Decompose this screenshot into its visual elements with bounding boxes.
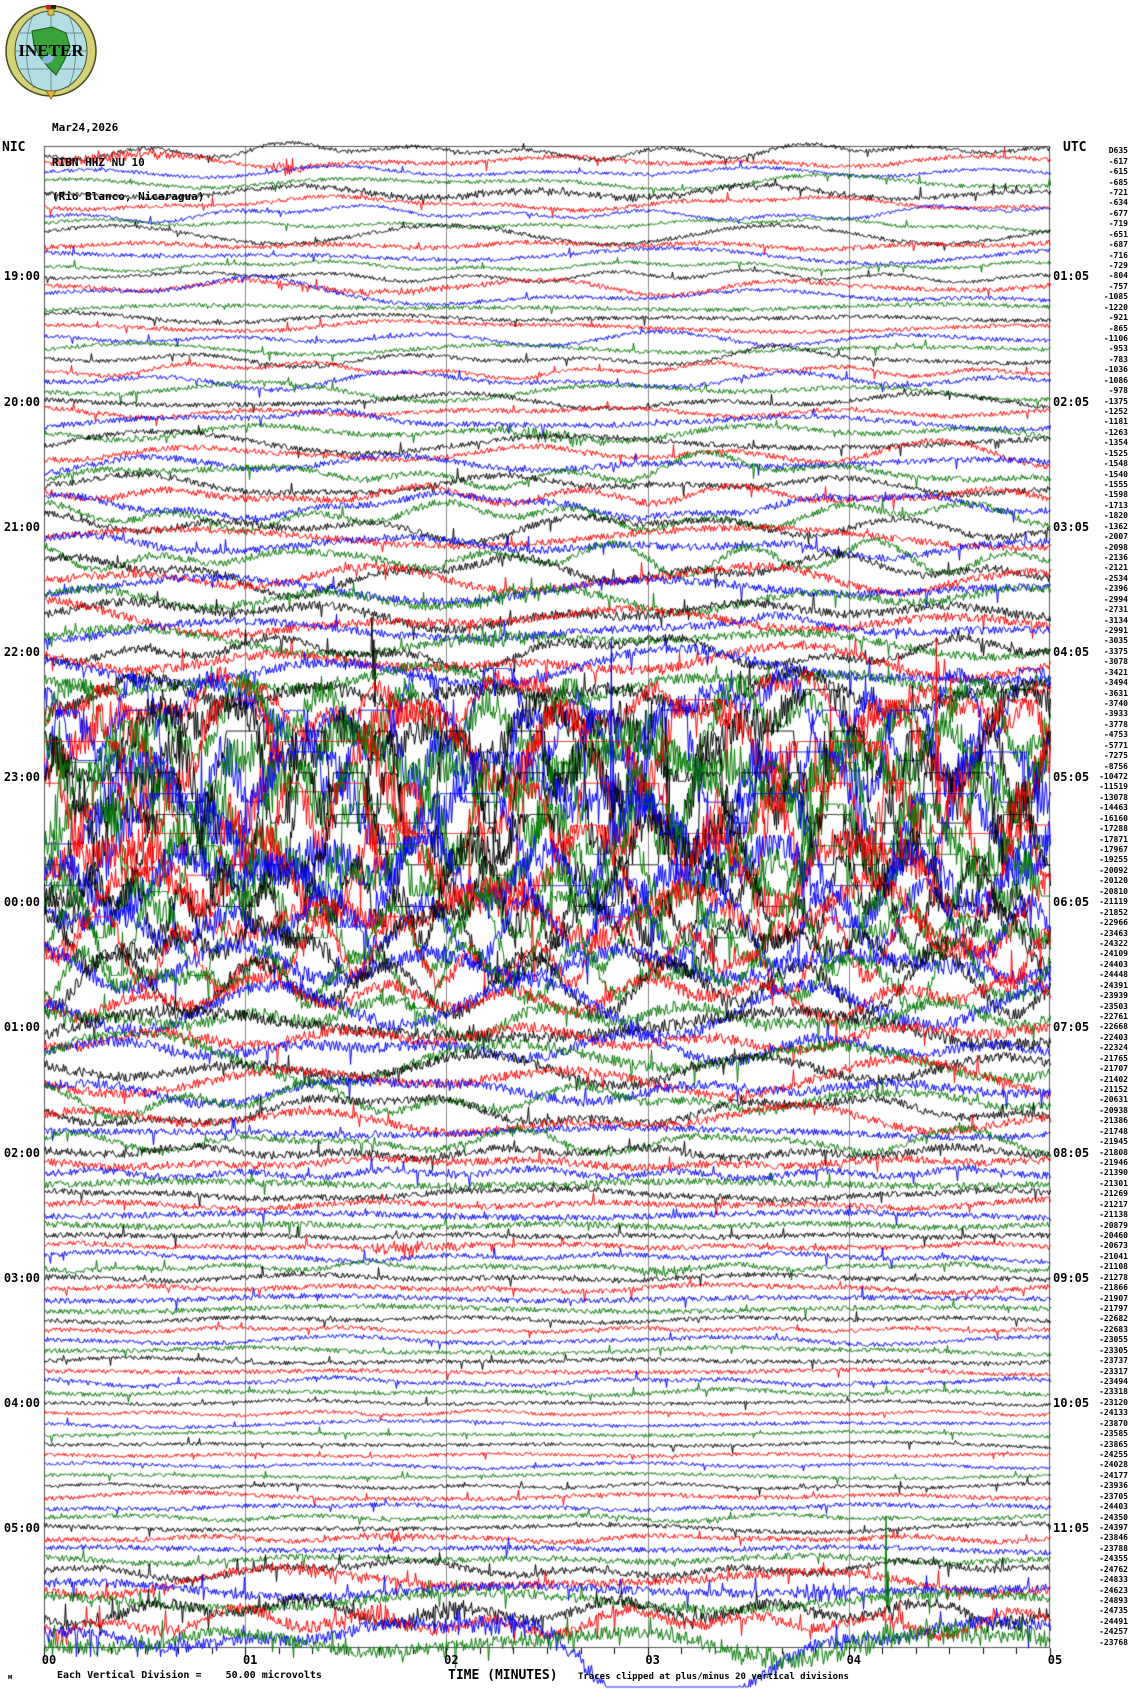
dc-offset-value: -23870	[1099, 1418, 1128, 1428]
header-block	[52, 99, 204, 226]
dc-offset-value: -24350	[1099, 1512, 1128, 1522]
dc-offset-value: -615	[1108, 167, 1128, 177]
dc-offset-value: -24391	[1099, 980, 1128, 990]
dc-offset-value: -24109	[1099, 949, 1128, 959]
dc-offset-value: -1525	[1103, 448, 1128, 458]
dc-offset-value: -23305	[1099, 1345, 1128, 1355]
dc-offset-value: -2007	[1103, 532, 1128, 542]
dc-offset-value: -24397	[1099, 1523, 1128, 1533]
dc-offset-value: -3740	[1103, 699, 1128, 709]
dc-offset-value: -20938	[1099, 1105, 1128, 1115]
dc-offset-value: -651	[1108, 229, 1128, 239]
dc-offset-value: -2991	[1103, 626, 1128, 636]
dc-offset-value: -3134	[1103, 615, 1128, 625]
dc-offset-value: -23788	[1099, 1543, 1128, 1553]
dc-offset-value: -3494	[1103, 678, 1128, 688]
dc-offset-value: -21041	[1099, 1251, 1128, 1261]
dc-offset-value: -23463	[1099, 928, 1128, 938]
dc-offset-value: -23939	[1099, 991, 1128, 1001]
dc-offset-value: D635	[1108, 146, 1128, 156]
dc-offset-value: -1375	[1103, 396, 1128, 406]
dc-offset-value: -1555	[1103, 479, 1128, 489]
dc-offset-value: -23705	[1099, 1491, 1128, 1501]
x-tick-label: 02	[444, 1653, 459, 1667]
dc-offset-value: -719	[1108, 219, 1128, 229]
dc-offset-value: -17288	[1099, 824, 1128, 834]
dc-offset-value: -2731	[1103, 605, 1128, 615]
dc-offset-value: -22668	[1099, 1022, 1128, 1032]
right-time-label: 01:05	[1053, 269, 1090, 284]
x-tick-label: 03	[645, 1653, 660, 1667]
right-time-label: 10:05	[1053, 1395, 1090, 1410]
left-time-label: 05:00	[3, 1521, 40, 1536]
dc-offset-value: -3421	[1103, 667, 1128, 677]
left-time-label: 23:00	[3, 770, 40, 785]
dc-offset-value: -921	[1108, 313, 1128, 323]
dc-offset-value: -20673	[1099, 1241, 1128, 1251]
dc-offset-value: -21765	[1099, 1053, 1128, 1063]
left-time-label: 22:00	[3, 644, 40, 659]
dc-offset-value: -20879	[1099, 1220, 1128, 1230]
right-axis-header: UTC	[1063, 140, 1087, 155]
dc-offset-value: -721	[1108, 187, 1128, 197]
dc-offset-value: -22761	[1099, 1011, 1128, 1021]
dc-offset-value: -21108	[1099, 1262, 1128, 1272]
dc-offset-value: -22403	[1099, 1032, 1128, 1042]
left-time-label: 21:00	[3, 519, 40, 534]
dc-offset-value: -2396	[1103, 584, 1128, 594]
dc-offset-value: -24257	[1099, 1627, 1128, 1637]
dc-offset-value: -978	[1108, 386, 1128, 396]
dc-offset-value: -24623	[1099, 1585, 1128, 1595]
dc-offset-value: -24491	[1099, 1616, 1128, 1626]
dc-offset-value: -757	[1108, 281, 1128, 291]
dc-offset-value: -1263	[1103, 427, 1128, 437]
dc-offset-value: -22324	[1099, 1043, 1128, 1053]
dc-offset-value: -21269	[1099, 1189, 1128, 1199]
dc-offset-value: -729	[1108, 260, 1128, 270]
x-tick-label: 04	[846, 1653, 862, 1667]
left-time-label: 01:00	[3, 1020, 40, 1035]
dc-offset-value: -23055	[1099, 1335, 1128, 1345]
dc-offset-value: -1085	[1103, 292, 1128, 302]
dc-offset-value: -17967	[1099, 845, 1128, 855]
dc-offset-value: -21907	[1099, 1293, 1128, 1303]
dc-offset-value: -17871	[1099, 834, 1128, 844]
dc-offset-value: -23503	[1099, 1001, 1128, 1011]
dc-offset-value: -21402	[1099, 1074, 1128, 1084]
dc-offset-value: -685	[1108, 177, 1128, 187]
header-date: Mar24,2026	[52, 121, 119, 134]
dc-offset-value: -3778	[1103, 719, 1128, 729]
right-time-label: 06:05	[1053, 895, 1090, 910]
dc-offset-value: -21301	[1099, 1178, 1128, 1188]
dc-offset-value: -24028	[1099, 1460, 1128, 1470]
dc-offset-value: -21946	[1099, 1157, 1128, 1167]
left-time-label: 04:00	[3, 1395, 40, 1410]
dc-offset-value: -20120	[1099, 876, 1128, 886]
dc-offset-value: -24403	[1099, 1502, 1128, 1512]
dc-offset-value: -1540	[1103, 469, 1128, 479]
dc-offset-value: -2534	[1103, 573, 1128, 583]
left-time-label: 03:00	[3, 1270, 40, 1285]
dc-offset-value: -22682	[1099, 1314, 1128, 1324]
dc-offset-value: -7275	[1103, 751, 1128, 761]
header-station: RIBN HHZ NU 10	[52, 155, 145, 169]
dc-offset-value: -23846	[1099, 1533, 1128, 1543]
dc-offset-value: -23865	[1099, 1439, 1128, 1449]
dc-offset-value: -21217	[1099, 1199, 1128, 1209]
dc-offset-value: -19255	[1099, 855, 1128, 865]
dc-offset-value: -24133	[1099, 1408, 1128, 1418]
dc-offset-value: -24833	[1099, 1575, 1128, 1585]
dc-offset-value: -24255	[1099, 1450, 1128, 1460]
dc-offset-value: -3035	[1103, 636, 1128, 646]
dc-offset-value: -21797	[1099, 1304, 1128, 1313]
dc-offset-value: -2136	[1103, 553, 1128, 562]
dc-offset-value: -21748	[1099, 1126, 1128, 1136]
dc-offset-value: -1086	[1103, 375, 1128, 385]
dc-offset-value: -24448	[1099, 970, 1128, 980]
dc-offset-value: -1220	[1103, 302, 1128, 312]
dc-offset-value: -1820	[1103, 511, 1128, 521]
dc-offset-value: -23318	[1099, 1387, 1128, 1397]
dc-offset-value: -21852	[1099, 907, 1128, 917]
dc-offset-value: -24403	[1099, 959, 1128, 969]
right-time-label: 02:05	[1053, 394, 1090, 409]
dc-offset-value: -21707	[1099, 1064, 1128, 1074]
dc-offset-value: -1036	[1103, 365, 1128, 375]
dc-offset-value: -20092	[1099, 865, 1128, 875]
dc-offset-value: -1181	[1103, 417, 1128, 427]
dc-offset-value: -20810	[1099, 886, 1128, 896]
dc-offset-value: -4753	[1103, 730, 1128, 740]
dc-offset-value: -23494	[1099, 1377, 1128, 1387]
right-time-label: 05:05	[1053, 770, 1090, 785]
dc-offset-value: -804	[1108, 271, 1128, 281]
ineter-logo	[4, 3, 99, 100]
header-location: (Rio Blanco, Nicaragua)	[52, 190, 205, 203]
footer-mark: м	[8, 1673, 13, 1681]
dc-offset-value: -687	[1108, 240, 1128, 250]
dc-offset-value: -2098	[1103, 542, 1128, 552]
dc-offset-value: -24322	[1099, 938, 1128, 948]
dc-offset-value: -23317	[1099, 1366, 1128, 1376]
right-time-label: 11:05	[1053, 1521, 1090, 1536]
dc-offset-value: -21390	[1099, 1168, 1128, 1178]
dc-offset-value: -24762	[1099, 1564, 1128, 1574]
footer-vertical-division: Each Vertical Division = 50.00 microvolts	[57, 1670, 322, 1681]
dc-offset-value: -8756	[1103, 761, 1128, 771]
dc-offset-value: -14463	[1099, 803, 1128, 813]
left-axis-header: NIC	[2, 140, 26, 155]
x-tick-label: 01	[242, 1653, 258, 1667]
x-tick-label: 05	[1047, 1653, 1063, 1667]
dc-offset-value: -1252	[1103, 406, 1128, 416]
left-time-label: 20:00	[3, 394, 40, 409]
dc-offset-value: -953	[1108, 344, 1128, 354]
dc-offset-value: -21278	[1099, 1272, 1128, 1282]
dc-offset-value: -24177	[1099, 1470, 1128, 1480]
left-time-label: 19:00	[3, 269, 40, 284]
dc-offset-value: -24735	[1099, 1606, 1128, 1616]
dc-offset-value: -23936	[1099, 1481, 1128, 1491]
dc-offset-value: -21808	[1099, 1147, 1128, 1157]
dc-offset-value: -1354	[1103, 438, 1128, 448]
dc-offset-value: -11519	[1099, 782, 1128, 792]
dc-offset-value: -21119	[1099, 897, 1128, 907]
dc-offset-value: -21866	[1099, 1283, 1128, 1293]
dc-offset-value: -21138	[1099, 1210, 1128, 1220]
right-time-label: 08:05	[1053, 1145, 1090, 1160]
dc-offset-value: -23737	[1099, 1356, 1128, 1366]
dc-offset-value: -3631	[1103, 688, 1128, 698]
right-time-label: 07:05	[1053, 1020, 1090, 1035]
dc-offset-value: -677	[1108, 208, 1128, 218]
footer-clip-note: Traces clipped at plus/minus 20 vertical divisions	[578, 1672, 849, 1682]
dc-offset-value: -21386	[1099, 1116, 1128, 1126]
dc-offset-value: -783	[1108, 354, 1128, 364]
dc-offset-value: -20631	[1099, 1095, 1128, 1105]
logo-text: INETER	[18, 41, 84, 60]
dc-offset-value: -23768	[1099, 1637, 1128, 1647]
dc-offset-value: -3375	[1103, 646, 1128, 656]
dc-offset-value: -1598	[1103, 490, 1128, 500]
dc-offset-value: -23120	[1099, 1397, 1128, 1407]
dc-offset-value: -24893	[1099, 1596, 1128, 1606]
dc-offset-value: -1548	[1103, 459, 1128, 469]
right-time-label: 04:05	[1053, 644, 1090, 659]
dc-offset-value: -16160	[1099, 813, 1128, 823]
dc-offset-value: -24355	[1099, 1554, 1128, 1564]
dc-offset-value: -1106	[1103, 333, 1128, 343]
right-time-label: 09:05	[1053, 1270, 1090, 1285]
x-tick-label: 00	[41, 1653, 57, 1667]
dc-offset-value: -2994	[1103, 594, 1128, 604]
dc-offset-value: -3933	[1103, 709, 1128, 719]
dc-offset-value: -10472	[1099, 772, 1128, 782]
left-time-label: 02:00	[3, 1145, 40, 1160]
dc-offset-value: -2121	[1103, 563, 1128, 573]
dc-offset-value: -13078	[1099, 792, 1128, 802]
dc-offset-value: -22683	[1099, 1324, 1128, 1334]
dc-offset-value: -865	[1108, 323, 1128, 333]
right-time-label: 03:05	[1053, 519, 1090, 534]
dc-offset-value: -5771	[1103, 740, 1128, 750]
dc-offset-value: -22966	[1099, 918, 1128, 928]
dc-offset-value: -23585	[1099, 1429, 1128, 1439]
dc-offset-value: -716	[1108, 250, 1128, 260]
dc-offset-value: -21945	[1099, 1137, 1128, 1147]
dc-offset-value: -617	[1108, 156, 1128, 166]
dc-offset-value: -1362	[1103, 521, 1128, 531]
x-axis-label: TIME (MINUTES)	[448, 1668, 558, 1683]
dc-offset-value: -1713	[1103, 500, 1128, 510]
left-time-label: 00:00	[3, 895, 40, 910]
dc-offset-value: -20460	[1099, 1230, 1128, 1240]
dc-offset-value: -3078	[1103, 657, 1128, 667]
dc-offset-value: -21152	[1099, 1084, 1128, 1094]
dc-offset-value: -634	[1108, 198, 1128, 208]
